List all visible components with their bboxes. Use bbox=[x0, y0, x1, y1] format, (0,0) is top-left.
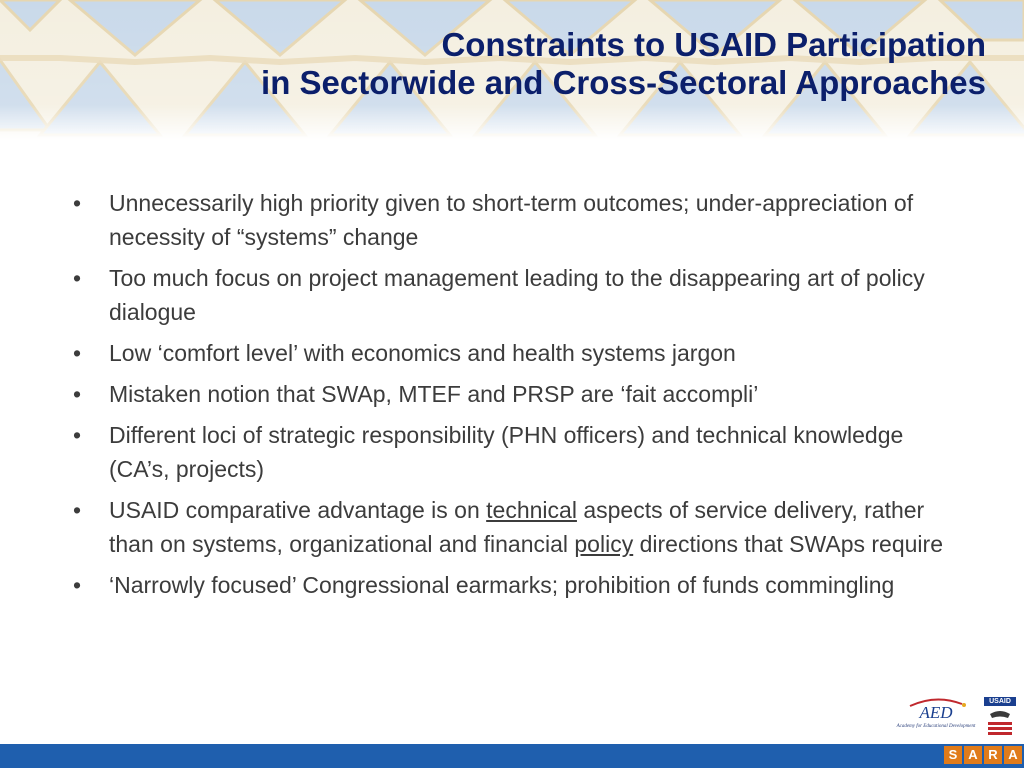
constraint-bullet-list bbox=[70, 186, 950, 609]
bullet-text-part: USAID comparative advantage is on bbox=[109, 497, 487, 523]
slide-title bbox=[261, 26, 986, 102]
bullet-item: • Different loci of strategic responsibility (PHN officers) and technical knowledge (CA’s, projects) bbox=[70, 418, 950, 486]
aed-logo-subtitle: Academy for Educational Development bbox=[896, 724, 976, 729]
bullet-item: • Mistaken notion that SWAp, MTEF and PRSP are ‘fait accompli’ bbox=[70, 377, 950, 411]
aed-logo-text: AED bbox=[919, 703, 953, 722]
sara-letter-r: R bbox=[984, 746, 1002, 764]
underlined-term-technical: technical bbox=[486, 497, 577, 523]
usaid-shield-icon bbox=[984, 706, 1016, 737]
bullet-item: • Too much focus on project management leading to the disappearing art of policy dialogue bbox=[70, 261, 950, 329]
usaid-logo bbox=[984, 697, 1016, 737]
sara-logo bbox=[944, 746, 1022, 766]
footer-bar bbox=[0, 744, 1024, 768]
underlined-term-policy: policy bbox=[574, 531, 634, 557]
aed-logo bbox=[896, 696, 976, 736]
bullet-item: • Unnecessarily high priority given to short-term outcomes; under-appreciation of necessity of “systems” change bbox=[70, 186, 950, 254]
bullet-text-part: aspects of service delivery, rather than on systems, organizational and financial bbox=[109, 497, 925, 557]
sara-letter-s: S bbox=[944, 746, 962, 764]
bullet-item: • ‘Narrowly focused’ Congressional earmarks; prohibition of funds commingling bbox=[70, 568, 950, 602]
usaid-logo-text: USAID bbox=[984, 697, 1016, 706]
bullet-item: • Low ‘comfort level’ with economics and health systems jargon bbox=[70, 336, 950, 370]
slide-title-line-1: Constraints to USAID Participation bbox=[441, 26, 986, 63]
bullet-item bbox=[70, 493, 950, 561]
sara-letter-a: A bbox=[1004, 746, 1022, 764]
bullet-text-part: directions that SWAps require bbox=[633, 531, 943, 557]
slide-title-line-2: in Sectorwide and Cross-Sectoral Approaches bbox=[261, 64, 986, 101]
sara-letter-a: A bbox=[964, 746, 982, 764]
